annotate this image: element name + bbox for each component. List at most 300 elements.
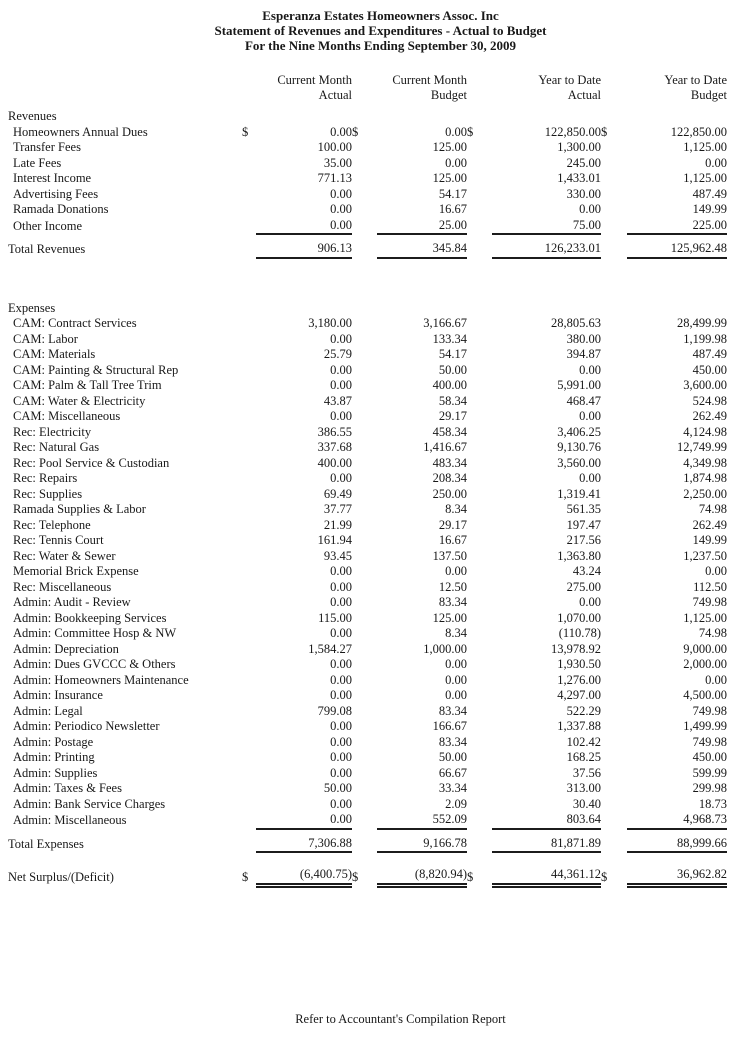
- rule-spacer: [467, 852, 492, 859]
- dollar-sign: [467, 456, 492, 472]
- expense-row-label: Admin: Legal: [13, 703, 83, 718]
- expense-row-label: CAM: Contract Services: [13, 316, 137, 330]
- amount-cell: 217.56: [566, 533, 602, 547]
- amount-cell: 43.87: [323, 393, 352, 408]
- dollar-sign: [242, 549, 256, 565]
- amount-cell: 58.34: [438, 393, 467, 408]
- dollar-sign: [352, 626, 377, 642]
- amount-cell: 906.13: [317, 241, 352, 255]
- amount-cell: 749.98: [692, 595, 728, 609]
- rule-line: [377, 885, 467, 894]
- dollar-sign: [352, 766, 377, 782]
- amount-cell: 29.17: [438, 409, 467, 423]
- dollar-sign: [467, 316, 492, 332]
- amount-cell: 0.00: [445, 124, 467, 139]
- rule-spacer: [8, 885, 242, 894]
- rule-line: [492, 852, 601, 859]
- dollar-sign: [352, 241, 377, 258]
- section-expenses-heading: Expenses: [8, 300, 56, 315]
- dollar-sign: [352, 202, 377, 218]
- expense-row: [8, 611, 727, 627]
- amount-cell: 1,319.41: [557, 486, 602, 501]
- dollar-sign: [467, 642, 492, 658]
- amount-cell: 0.00: [330, 217, 352, 232]
- amount-cell: 18.73: [698, 796, 728, 811]
- dollar-sign: [467, 378, 492, 394]
- dollar-sign: [352, 409, 377, 425]
- expense-row: [8, 502, 727, 518]
- dollar-sign: [601, 549, 627, 565]
- rule-spacer: [242, 234, 256, 241]
- dollar-sign: [242, 735, 256, 751]
- dollar-sign: [467, 657, 492, 673]
- dollar-sign: [467, 425, 492, 441]
- dollar-sign: $: [601, 124, 608, 139]
- amount-cell: 386.55: [317, 424, 352, 439]
- rule-line: [627, 829, 727, 836]
- amount-cell: (6,400.75): [299, 867, 352, 881]
- expense-row-label: Admin: Postage: [13, 734, 94, 749]
- dollar-sign: [352, 156, 377, 172]
- dollar-sign: [467, 797, 492, 813]
- expense-row: [8, 363, 727, 379]
- amount-cell: 803.64: [566, 812, 602, 826]
- rule-line: [256, 258, 352, 265]
- amount-cell: 1,499.99: [683, 719, 728, 733]
- dollar-sign: [352, 502, 377, 518]
- amount-cell: 1,125.00: [683, 171, 728, 185]
- dollar-sign: [601, 456, 627, 472]
- single-rule: [8, 829, 727, 836]
- dollar-sign: [467, 626, 492, 642]
- dollar-sign: [467, 394, 492, 410]
- header-spacer: [8, 73, 242, 88]
- amount-cell: 2,000.00: [683, 657, 728, 671]
- total-expenses-row: [8, 836, 727, 853]
- amount-cell: 0.00: [330, 626, 352, 640]
- dollar-sign: [467, 502, 492, 518]
- amount-cell: 1,930.50: [557, 657, 602, 671]
- dollar-sign: [467, 719, 492, 735]
- dollar-sign: [467, 595, 492, 611]
- dollar-sign: [242, 626, 256, 642]
- dollar-sign: [352, 363, 377, 379]
- expense-row-label: Admin: Periodico Newsletter: [13, 719, 160, 733]
- dollar-sign: [242, 471, 256, 487]
- amount-cell: 75.00: [572, 217, 602, 232]
- dollar-sign: $: [352, 869, 359, 884]
- amount-cell: 83.34: [438, 595, 467, 609]
- dollar-sign: [242, 140, 256, 156]
- amount-cell: 81,871.89: [551, 835, 602, 850]
- amount-cell: 21.99: [323, 517, 352, 532]
- amount-cell: 1,363.80: [557, 548, 602, 563]
- expense-row-label: Admin: Supplies: [13, 765, 98, 780]
- header-row: [8, 88, 727, 103]
- amount-cell: 69.49: [323, 486, 352, 501]
- amount-cell: 93.45: [323, 548, 352, 563]
- col-header-2: Actual: [567, 88, 602, 102]
- dollar-sign: [352, 187, 377, 203]
- amount-cell: 88,999.66: [677, 835, 728, 850]
- dollar-sign: [242, 363, 256, 379]
- expense-row-label: Rec: Miscellaneous: [13, 579, 112, 594]
- dollar-sign: [601, 156, 627, 172]
- dollar-sign: [467, 812, 492, 829]
- dollar-sign: [242, 332, 256, 348]
- amount-cell: 0.00: [330, 331, 352, 346]
- expense-row: [8, 673, 727, 689]
- amount-cell: 16.67: [438, 202, 467, 216]
- amount-cell: 50.00: [438, 362, 467, 377]
- dollar-sign: [242, 440, 256, 456]
- dollar-sign: [242, 766, 256, 782]
- dollar-sign: [467, 347, 492, 363]
- dollar-sign: [352, 218, 377, 235]
- rule-spacer: [601, 234, 627, 241]
- rule-line: [492, 885, 601, 894]
- dollar-sign: [601, 502, 627, 518]
- amount-cell: 4,500.00: [683, 688, 728, 702]
- revenue-row: [8, 218, 727, 235]
- dollar-sign: [467, 471, 492, 487]
- total-revenues-row-label: Total Revenues: [8, 242, 86, 256]
- dollar-sign: [242, 316, 256, 332]
- header-row: [8, 73, 727, 88]
- amount-cell: 1,874.98: [683, 471, 728, 485]
- rule-line: [256, 852, 352, 859]
- expense-row-label: CAM: Labor: [13, 331, 78, 346]
- amount-cell: 262.49: [692, 517, 728, 532]
- amount-cell: 0.00: [705, 564, 728, 578]
- expense-row-label: CAM: Miscellaneous: [13, 409, 121, 423]
- amount-cell: 100.00: [317, 140, 352, 154]
- amount-cell: 2,250.00: [683, 486, 728, 501]
- dollar-sign: [242, 750, 256, 766]
- amount-cell: 115.00: [318, 610, 352, 625]
- expense-row: [8, 471, 727, 487]
- expense-row: [8, 409, 727, 425]
- dollar-sign: [242, 781, 256, 797]
- amount-cell: 12,749.99: [677, 440, 728, 454]
- expense-row-label: Ramada Supplies & Labor: [13, 502, 146, 516]
- expense-row: [8, 425, 727, 441]
- amount-cell: 345.84: [432, 241, 467, 255]
- dollar-sign: [242, 564, 256, 580]
- rule-spacer: [601, 885, 627, 894]
- single-rule: [8, 258, 727, 265]
- dollar-sign: [352, 812, 377, 829]
- revenue-row-label: Ramada Donations: [13, 202, 109, 216]
- col-header-3: Budget: [690, 88, 728, 102]
- amount-cell: 37.77: [323, 502, 352, 516]
- dollar-sign: [601, 518, 627, 534]
- dollar-sign: [242, 797, 256, 813]
- rule-line: [492, 234, 601, 241]
- dollar-sign: [601, 471, 627, 487]
- rule-spacer: [8, 829, 242, 836]
- dollar-sign: [467, 836, 492, 853]
- col-header-1: Current Month: [392, 73, 467, 87]
- dollar-sign: [467, 673, 492, 689]
- dollar-sign: [601, 766, 627, 782]
- amount-cell: 5,991.00: [557, 378, 602, 392]
- total-revenues-row: [8, 241, 727, 258]
- dollar-sign: $: [242, 124, 249, 139]
- dollar-sign: [467, 533, 492, 549]
- amount-cell: 1,000.00: [423, 641, 467, 656]
- amount-cell: (8,820.94): [414, 867, 467, 881]
- dollar-sign: [601, 580, 627, 596]
- dollar-sign: [467, 332, 492, 348]
- amount-cell: 1,433.01: [557, 171, 602, 185]
- dollar-sign: [242, 812, 256, 829]
- amount-cell: 0.00: [330, 657, 352, 671]
- amount-cell: 275.00: [566, 579, 602, 594]
- dollar-sign: [242, 425, 256, 441]
- expense-row: [8, 533, 727, 549]
- dollar-sign: [352, 394, 377, 410]
- dollar-sign: [601, 241, 627, 258]
- amount-cell: 0.00: [330, 796, 352, 811]
- amount-cell: 3,600.00: [683, 378, 728, 392]
- dollar-sign: [242, 704, 256, 720]
- amount-cell: 0.00: [579, 471, 602, 485]
- amount-cell: 125.00: [432, 171, 467, 185]
- expense-row-label: Admin: Dues GVCCC & Others: [13, 657, 176, 671]
- rule-line: [256, 829, 352, 836]
- dollar-sign: [242, 580, 256, 596]
- statement-period: For the Nine Months Ending September 30, 2009: [244, 38, 517, 53]
- amount-cell: 561.35: [566, 502, 602, 516]
- amount-cell: 44,361.12: [551, 867, 602, 881]
- amount-cell: 380.00: [566, 331, 602, 346]
- rule-spacer: [242, 258, 256, 265]
- dollar-sign: [352, 688, 377, 704]
- revenue-row-label: Late Fees: [13, 155, 62, 170]
- amount-cell: 36,962.82: [677, 867, 728, 881]
- dollar-sign: [242, 533, 256, 549]
- dollar-sign: [601, 750, 627, 766]
- rule-spacer: [8, 234, 242, 241]
- amount-cell: 483.34: [432, 455, 467, 470]
- dollar-sign: [601, 409, 627, 425]
- dollar-sign: [601, 171, 627, 187]
- amount-cell: 74.98: [698, 502, 728, 516]
- dollar-sign: [352, 518, 377, 534]
- dollar-sign: [242, 347, 256, 363]
- expense-row-label: Admin: Miscellaneous: [13, 813, 127, 827]
- amount-cell: 9,166.78: [423, 835, 467, 850]
- amount-cell: 83.34: [438, 703, 467, 718]
- dollar-sign: [467, 187, 492, 203]
- amount-cell: 749.98: [692, 734, 728, 749]
- revenue-row-label: Transfer Fees: [13, 140, 81, 154]
- statement-title: Statement of Revenues and Expenditures - Actual to Budget: [214, 23, 547, 38]
- amount-cell: 3,560.00: [557, 455, 602, 470]
- expense-row-label: Admin: Audit - Review: [13, 595, 131, 609]
- dollar-sign: [601, 797, 627, 813]
- rule-spacer: [352, 852, 377, 859]
- amount-cell: 0.00: [330, 765, 352, 780]
- revenue-row-label: Advertising Fees: [13, 186, 99, 201]
- amount-cell: 125.00: [432, 140, 467, 154]
- dollar-sign: [352, 347, 377, 363]
- col-header-1: Budget: [430, 88, 467, 102]
- amount-cell: 450.00: [692, 750, 728, 764]
- expense-row-label: Rec: Water & Sewer: [13, 548, 116, 563]
- dollar-sign: [242, 642, 256, 658]
- expense-row-label: Admin: Taxes & Fees: [13, 781, 122, 795]
- amount-cell: 12.50: [438, 579, 467, 594]
- expense-row: [8, 487, 727, 503]
- expense-row-label: Admin: Insurance: [13, 688, 103, 702]
- amount-cell: 83.34: [438, 734, 467, 749]
- revenue-row: [8, 125, 727, 141]
- spacer: [8, 265, 727, 295]
- amount-cell: 0.00: [330, 186, 352, 201]
- amount-cell: 35.00: [323, 155, 352, 170]
- amount-cell: 1,070.00: [557, 610, 602, 625]
- dollar-sign: [467, 156, 492, 172]
- amount-cell: 0.00: [330, 409, 352, 423]
- expense-row: [8, 347, 727, 363]
- dollar-sign: [352, 456, 377, 472]
- net-surplus-row: [8, 867, 727, 885]
- amount-cell: 149.99: [692, 533, 728, 547]
- expense-row-label: CAM: Materials: [13, 347, 96, 361]
- dollar-sign: [352, 487, 377, 503]
- amount-cell: 137.50: [432, 548, 467, 563]
- expense-row: [8, 812, 727, 829]
- expense-row: [8, 332, 727, 348]
- amount-cell: 225.00: [692, 217, 728, 232]
- amount-cell: 394.87: [566, 347, 602, 361]
- amount-cell: 599.99: [692, 765, 728, 780]
- amount-cell: 102.42: [566, 734, 602, 749]
- expense-row-label: Rec: Repairs: [13, 471, 78, 485]
- dollar-sign: [467, 766, 492, 782]
- amount-cell: 208.34: [432, 471, 467, 485]
- dollar-sign: [601, 688, 627, 704]
- amount-cell: 1,300.00: [557, 140, 602, 154]
- rule-line: [627, 852, 727, 859]
- expense-row: [8, 750, 727, 766]
- dollar-sign: [242, 595, 256, 611]
- col-header-0: Current Month: [277, 73, 352, 87]
- amount-cell: 522.29: [566, 703, 602, 718]
- amount-cell: 122,850.00: [670, 124, 728, 139]
- expense-row-label: Rec: Tennis Court: [13, 533, 104, 547]
- expense-row-label: Admin: Bank Service Charges: [13, 796, 166, 811]
- dollar-sign: [352, 440, 377, 456]
- expense-row: [8, 626, 727, 642]
- dollar-sign: [601, 425, 627, 441]
- amount-cell: 0.00: [330, 362, 352, 377]
- rule-line: [627, 258, 727, 265]
- rule-spacer: [242, 829, 256, 836]
- amount-cell: 50.00: [323, 781, 352, 795]
- expense-row-label: Memorial Brick Expense: [13, 564, 139, 578]
- expense-row-label: Rec: Natural Gas: [13, 440, 100, 454]
- dollar-sign: [352, 171, 377, 187]
- dollar-sign: [242, 673, 256, 689]
- dollar-sign: [601, 332, 627, 348]
- amount-cell: 4,297.00: [557, 688, 602, 702]
- amount-cell: 0.00: [445, 672, 467, 687]
- amount-cell: 0.00: [445, 155, 467, 170]
- dollar-sign: [467, 409, 492, 425]
- section-revenues-heading: Revenues: [8, 109, 57, 123]
- amount-cell: 8.34: [445, 626, 467, 640]
- amount-cell: 161.94: [317, 533, 352, 547]
- dollar-sign: [242, 409, 256, 425]
- dollar-sign: $: [601, 869, 608, 884]
- dollar-sign: [601, 836, 627, 853]
- amount-cell: 487.49: [692, 186, 728, 201]
- expense-row: [8, 595, 727, 611]
- expense-row: [8, 735, 727, 751]
- amount-cell: 552.09: [432, 812, 467, 826]
- dollar-sign: [242, 611, 256, 627]
- amount-cell: 133.34: [432, 331, 467, 346]
- amount-cell: 0.00: [579, 409, 602, 423]
- rule-spacer: [467, 234, 492, 241]
- rule-spacer: [8, 258, 242, 265]
- dollar-sign: [352, 425, 377, 441]
- amount-cell: 9,000.00: [683, 641, 728, 656]
- amount-cell: 1,416.67: [423, 440, 467, 454]
- title-block: [20, 0, 741, 53]
- rule-line: [256, 885, 352, 894]
- amount-cell: 30.40: [572, 796, 602, 811]
- expense-row: [8, 564, 727, 580]
- dollar-sign: [352, 471, 377, 487]
- dollar-sign: [352, 750, 377, 766]
- expense-row-label: CAM: Water & Electricity: [13, 393, 146, 408]
- rule-line: [377, 234, 467, 241]
- dollar-sign: [601, 781, 627, 797]
- revenue-row-label: Homeowners Annual Dues: [13, 124, 148, 139]
- amount-cell: 4,349.98: [683, 455, 728, 470]
- dollar-sign: [242, 156, 256, 172]
- expense-row-label: Rec: Supplies: [13, 486, 83, 501]
- expense-row-label: Admin: Homeowners Maintenance: [13, 672, 189, 687]
- rule-spacer: [601, 829, 627, 836]
- dollar-sign: [601, 673, 627, 689]
- dollar-sign: [601, 394, 627, 410]
- amount-cell: 524.98: [692, 393, 728, 408]
- amount-cell: 1,199.98: [683, 331, 728, 346]
- revenue-row-label: Interest Income: [13, 171, 92, 185]
- expense-row: [8, 704, 727, 720]
- revenue-row: [8, 187, 727, 203]
- amount-cell: 771.13: [317, 171, 352, 185]
- rule-spacer: [467, 885, 492, 894]
- header-spacer: [8, 88, 242, 103]
- dollar-sign: [601, 611, 627, 627]
- amount-cell: 3,406.25: [557, 424, 602, 439]
- dollar-sign: [242, 719, 256, 735]
- amount-cell: 0.00: [330, 719, 352, 733]
- dollar-sign: [352, 704, 377, 720]
- rule-spacer: [8, 852, 242, 859]
- dollar-sign: $: [467, 124, 474, 139]
- amount-cell: 125,962.48: [670, 241, 728, 255]
- amount-cell: 1,125.00: [683, 610, 728, 625]
- dollar-sign: [467, 704, 492, 720]
- dollar-sign: [242, 378, 256, 394]
